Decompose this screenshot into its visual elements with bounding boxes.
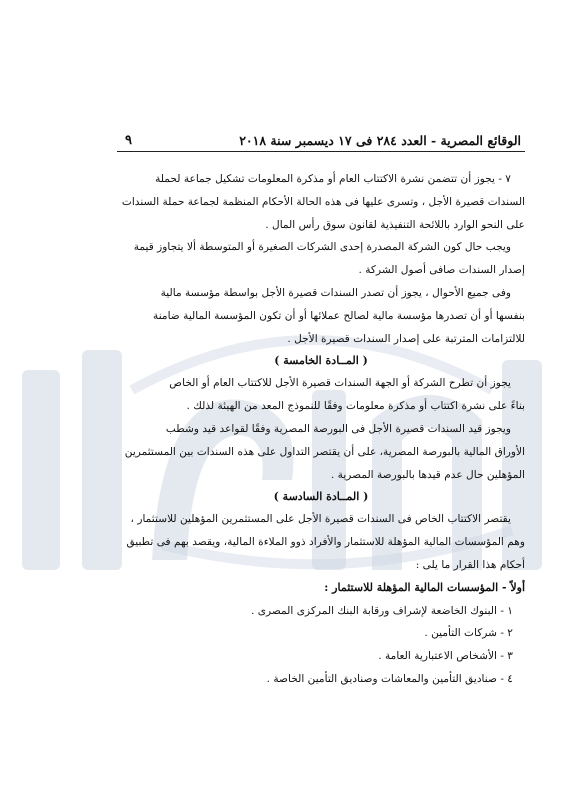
paragraph-line: بنفسها أو أن تصدرها مؤسسة مالية لصالح عملائها أو أن تكون المؤسسة المالية ضامنة [153, 309, 525, 322]
list-item: ٢ - شركات التأمين . [424, 627, 513, 640]
page-number: ٩ [125, 133, 132, 148]
section-title: أولاً - المؤسسات المالية المؤهلة للاستثمار : [324, 580, 525, 594]
paragraph-line: وفى جميع الأحوال ، يجوز أن تصدر السندات قصيرة الأجل بواسطة مؤسسة مالية [160, 286, 511, 299]
paragraph-line: المؤهلين حال عدم قيدها بالبورصة المصرية . [330, 468, 525, 481]
article-5-heading: ( المــادة الخامسة ) [274, 354, 368, 368]
header-title: الوقائع المصرية - العدد ٢٨٤ فى ١٧ ديسمبر سنة ٢٠١٨ [239, 133, 521, 148]
paragraph-line: إصدار السندات صافى أصول الشركة . [358, 264, 525, 277]
list-item: ٤ - صناديق التأمين والمعاشات وصناديق التأمين الخاصة . [266, 672, 513, 685]
gazette-page [117, 133, 525, 691]
paragraph-line: بناءً على نشرة اكتتاب أو مذكرة معلومات وفقًا للنموذج المعد من الهيئة لذلك . [186, 400, 525, 413]
paragraph-line: وهم المؤسسات المالية المؤهلة للاستثمار والأفراد ذوو الملاءة المالية، ويقصد بهم فى تطبيق [126, 536, 525, 549]
paragraph-line: ويجوز قيد السندات قصيرة الأجل فى البورصة المصرية وفقًا لقواعد قيد وشطب [165, 422, 511, 435]
paragraph-line: يجوز أن تطرح الشركة أو الجهة السندات قصيرة الأجل للاكتتاب العام أو الخاص [169, 377, 511, 390]
paragraph-line: يقتصر الاكتتاب الخاص فى السندات قصيرة الأجل على المستثمرين المؤهلين للاستثمار ، [130, 513, 511, 526]
paragraph-line: للالتزامات المترتبة على إصدار السندات قصيرة الأجل . [287, 332, 525, 345]
page-body [117, 168, 525, 691]
list-item: ١ - البنوك الخاضعة لإشراف ورقابة البنك المركزى المصرى . [250, 604, 513, 617]
paragraph-line: السندات قصيرة الأجل ، وتسرى عليها فى هذه الحالة الأحكام المنظمة لجماعة حملة السندات [121, 195, 525, 208]
article-6-heading: ( المــادة السادسة ) [273, 490, 369, 504]
paragraph-line: ٧ - يجوز أن تتضمن نشرة الاكتتاب العام أو مذكرة المعلومات تشكيل جماعة لحملة [155, 173, 511, 185]
page-header [117, 133, 525, 152]
paragraph-line: أحكام هذا القرار ما يلى : [415, 558, 525, 571]
paragraph-line: على النحو الوارد باللائحة التنفيذية لقانون سوق رأس المال . [265, 218, 525, 231]
paragraph-line: ويجب حال كون الشركة المصدرة إحدى الشركات الصغيرة أو المتوسطة ألا يتجاوز قيمة [133, 241, 511, 254]
paragraph-line: الأوراق المالية بالبورصة المصرية، على أن يقتصر التداول على هذه السندات بين المستثمرين [124, 445, 525, 458]
list-item: ٣ - الأشخاص الاعتبارية العامة . [378, 650, 513, 663]
